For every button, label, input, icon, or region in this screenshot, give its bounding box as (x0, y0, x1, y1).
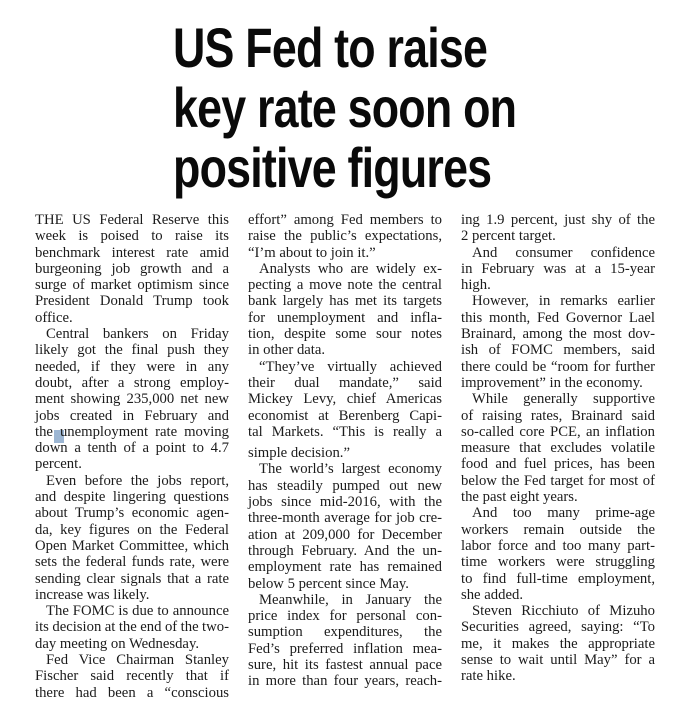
article-line: ation at 209,000 for December (248, 526, 442, 543)
article-line: sumption expenditures, the (248, 624, 442, 641)
article-line: the past eight years. (461, 489, 578, 506)
article-line: this month, Fed Governor Lael (461, 309, 655, 326)
article-line: so-called core PCE, an inflation (461, 423, 655, 440)
article-line: ish of FOMC members, said (461, 342, 655, 359)
article-line: Even before the jobs report, (46, 472, 229, 489)
article-column-2 (248, 212, 442, 701)
article-line: The FOMC is due to announce (46, 603, 229, 620)
article-line: for unemployment and infla- (248, 309, 442, 326)
article-line: The world’s largest economy (259, 461, 442, 478)
article-line: raise the public’s expectations, (248, 228, 442, 245)
article-line: Central bankers on Friday (46, 326, 229, 343)
article-line: “I’m about to join it.” (248, 244, 376, 261)
article-line: of raising rates, Brainard said (461, 407, 655, 424)
article-line: While generally supportive (472, 391, 655, 408)
article-line: to find full-time employment, (461, 570, 655, 587)
article-line: sets the federal funds rate, were (35, 554, 229, 571)
article-line: labor force and too many part- (461, 537, 655, 554)
article-line: time workers were struggling (461, 554, 655, 571)
article-column-3 (461, 212, 655, 701)
article-line: improvement” in the economy. (461, 374, 643, 391)
article-line: three-month average for job cre- (248, 510, 442, 527)
article-line: tal Markets. “This is really a (248, 423, 442, 440)
article-line: has steadily pumped out new (248, 477, 442, 494)
article-line: its decision at the end of the two- (35, 619, 229, 636)
article-line: Fed Vice Chairman Stanley (46, 652, 229, 669)
article-line: THE US Federal Reserve this (35, 212, 229, 228)
headline-line: US Fed to raise (173, 16, 488, 79)
article-line: there could be “room for further (461, 358, 655, 375)
article-line: in February was at a 15-year (461, 260, 655, 277)
article-line: Meanwhile, in January the (259, 591, 442, 608)
article-line: sense to wait until May” for a (461, 652, 655, 669)
article-line: week is poised to raise its (35, 228, 229, 245)
article-line: below 5 percent since May. (248, 575, 409, 592)
article-line: President Donald Trump took (35, 293, 229, 310)
article-line: pecting a move note the central (248, 277, 442, 294)
article-line: me, it makes the appropriate (461, 635, 655, 652)
article-line: Fed’s preferred inflation mea- (248, 640, 442, 657)
article-line: the unemployment rate moving (35, 423, 229, 440)
article-line: However, in remarks earlier (472, 293, 655, 310)
article-line: day meeting on Wednesday. (35, 635, 200, 652)
article-line: doubt, after a strong employ- (35, 374, 229, 391)
article-line: workers remain outside the (461, 521, 655, 538)
article-line: Analysts who are widely ex- (259, 260, 442, 277)
article-line: simple decision.” (248, 445, 350, 462)
article-line: economist at Berenberg Capi- (248, 407, 442, 424)
article-line: And too many prime-age (472, 505, 655, 522)
article-line: da, key figures on the Federal (35, 521, 229, 538)
article-line: sending clear signals that a rate (35, 570, 229, 587)
article-line: Steven Ricchiuto of Mizuho (472, 603, 655, 620)
article-line: And consumer confidence (472, 244, 655, 261)
article-line: jobs since mid-2016, with the (248, 494, 442, 511)
article-line: about Trump’s economic agen- (35, 505, 229, 522)
article-line: surge of market optimism since (35, 277, 230, 294)
article-line: below the Fed target for most of (461, 472, 655, 489)
article-line: she added. (461, 586, 523, 603)
article-line: measure that excludes volatile (461, 440, 655, 457)
article-line: “They’ve virtually achieved (259, 358, 442, 375)
headline-line: key rate soon on (173, 76, 517, 139)
article-line: needed, if they were in any (35, 358, 230, 375)
article-line: price index for personal con- (248, 608, 442, 625)
article-line: ment showing 235,000 net new (35, 391, 229, 408)
article-line: Securities agreed, saying: “To (461, 619, 655, 636)
article-line: there had been a “conscious (35, 684, 230, 701)
article-line: Open Market Committee, which (35, 537, 229, 554)
article-line: sure, hit its fastest annual pace (248, 657, 442, 674)
article-headline (173, 18, 516, 198)
article-line: Brainard, among the most dov- (461, 326, 655, 343)
article-line: percent. (35, 456, 82, 473)
article-line: bank largely has met its targets (248, 293, 442, 310)
article-line: 2 percent target. (461, 228, 556, 245)
article-body (35, 212, 655, 701)
article-line: benchmark interest rate amid (35, 244, 229, 261)
article-column-1 (35, 212, 229, 701)
article-line: increase was likely. (35, 586, 150, 603)
article-line: employment rate has remained (248, 559, 442, 576)
headline-line: positive figures (173, 136, 492, 199)
article-line: burgeoning job growth and a (35, 260, 229, 277)
article-line: likely got the final push they (35, 342, 229, 359)
article-line: in other data. (248, 342, 326, 359)
article-line: down a tenth of a point to 4.7 (35, 440, 229, 457)
article-line: ing 1.9 percent, just shy of the (461, 212, 655, 228)
article-line: Fischer said recently that if (35, 668, 229, 685)
article-line: Mickey Levy, chief Americas (248, 391, 442, 408)
article-line: in more than four years, reach- (248, 673, 442, 690)
article-line: effort” among Fed members to (248, 212, 442, 228)
article-line: their dual mandate,” said (248, 374, 442, 391)
article-line: high. (461, 277, 491, 294)
article-line: and despite lingering questions (35, 489, 229, 506)
article-line: jobs created in February and (35, 407, 229, 424)
article-line: office. (35, 309, 73, 326)
article-line: tion, despite some sour notes (248, 326, 442, 343)
article-line: through February. And the un- (248, 542, 442, 559)
article-line: food and fuel prices, has been (461, 456, 655, 473)
article-line: rate hike. (461, 668, 516, 685)
